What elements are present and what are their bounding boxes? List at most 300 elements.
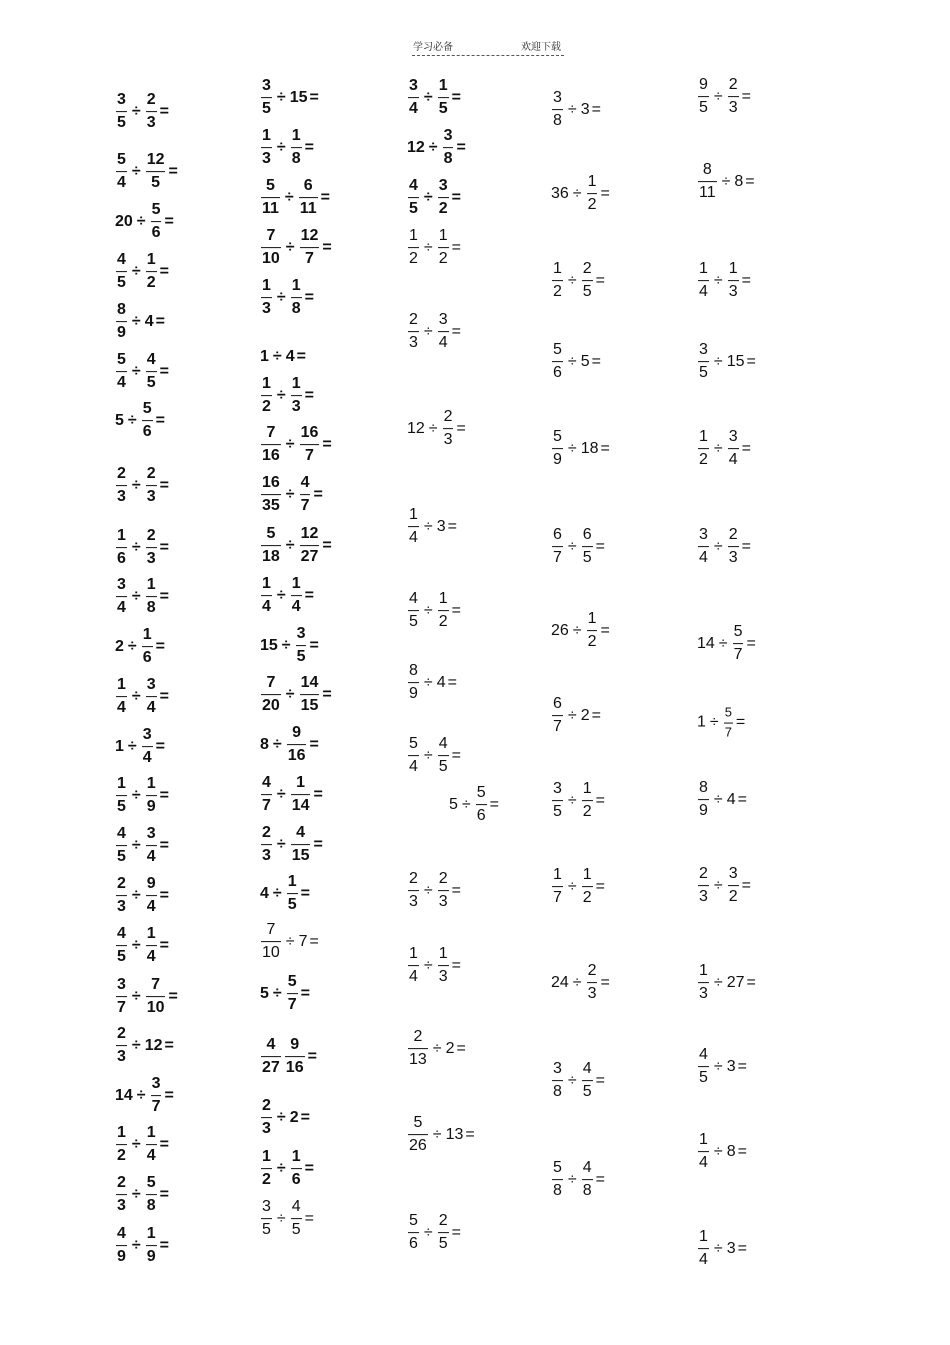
whole-number: 15 bbox=[260, 637, 278, 654]
fraction-numerator: 1 bbox=[699, 428, 708, 446]
fraction-denominator: 5 bbox=[582, 549, 592, 567]
fraction-bar bbox=[552, 281, 563, 282]
division-problem bbox=[259, 575, 314, 617]
division-problem bbox=[696, 76, 751, 118]
fraction bbox=[146, 91, 157, 133]
fraction-numerator: 12 bbox=[300, 227, 319, 245]
fraction-numerator: 1 bbox=[438, 945, 448, 963]
fraction-numerator: 3 bbox=[728, 428, 738, 446]
fraction-bar bbox=[438, 198, 449, 199]
division-problem bbox=[259, 824, 323, 866]
whole-number: 26 bbox=[551, 622, 569, 639]
fraction bbox=[698, 962, 709, 1004]
fraction-bar bbox=[300, 248, 320, 249]
fraction bbox=[291, 277, 302, 319]
fraction-bar bbox=[698, 1067, 709, 1068]
divide-sign: ÷ bbox=[713, 877, 723, 894]
fraction-numerator: 1 bbox=[291, 575, 301, 593]
equals-sign: = bbox=[322, 537, 332, 554]
whole-number: 2 bbox=[445, 1040, 455, 1057]
fraction-numerator: 1 bbox=[262, 1148, 271, 1166]
fraction bbox=[261, 474, 281, 516]
fraction-numerator: 16 bbox=[262, 474, 280, 492]
division-problem bbox=[550, 780, 605, 822]
fraction-bar bbox=[698, 182, 717, 183]
equals-sign: = bbox=[309, 89, 319, 106]
fraction-denominator: 4 bbox=[146, 699, 156, 717]
fraction-bar bbox=[698, 983, 709, 984]
fraction bbox=[299, 177, 318, 219]
fraction-numerator: 3 bbox=[553, 1060, 562, 1078]
fraction bbox=[438, 227, 449, 269]
fraction-numerator: 2 bbox=[117, 875, 126, 893]
fraction bbox=[438, 590, 449, 632]
fraction-bar bbox=[300, 695, 320, 696]
divide-sign: ÷ bbox=[131, 477, 141, 494]
fraction-denominator: 26 bbox=[409, 1137, 427, 1155]
fraction-bar bbox=[291, 845, 311, 846]
fraction bbox=[733, 623, 744, 665]
fraction-denominator: 4 bbox=[728, 451, 738, 469]
fraction-numerator: 1 bbox=[553, 260, 562, 278]
fraction-bar bbox=[146, 896, 157, 897]
equals-sign: = bbox=[155, 313, 165, 330]
equals-sign: = bbox=[168, 163, 178, 180]
divide-sign: ÷ bbox=[461, 796, 471, 813]
fraction-denominator: 10 bbox=[146, 999, 165, 1017]
divide-sign: ÷ bbox=[131, 1136, 141, 1153]
fraction-numerator: 9 bbox=[146, 875, 156, 893]
division-problem bbox=[114, 976, 178, 1018]
whole-number: 14 bbox=[697, 635, 715, 652]
fraction-bar bbox=[408, 332, 419, 333]
divide-sign: ÷ bbox=[713, 272, 723, 289]
fraction-bar bbox=[582, 281, 593, 282]
fraction-denominator: 5 bbox=[117, 114, 126, 132]
fraction-denominator: 4 bbox=[146, 948, 156, 966]
equals-sign: = bbox=[447, 674, 457, 691]
fraction-numerator: 5 bbox=[733, 623, 743, 641]
fraction-denominator: 2 bbox=[582, 889, 592, 907]
division-problem bbox=[114, 1124, 169, 1166]
equals-sign: = bbox=[737, 1240, 747, 1257]
fraction-denominator: 13 bbox=[409, 1051, 427, 1069]
fraction-denominator: 9 bbox=[146, 798, 156, 816]
equals-sign: = bbox=[155, 638, 165, 655]
fraction-numerator: 4 bbox=[146, 351, 156, 369]
divide-sign: ÷ bbox=[423, 89, 433, 106]
fraction-numerator: 1 bbox=[409, 945, 418, 963]
fraction-numerator: 5 bbox=[117, 151, 126, 169]
fraction-bar bbox=[116, 1145, 127, 1146]
divide-sign: ÷ bbox=[567, 1171, 577, 1188]
fraction-numerator: 1 bbox=[117, 1124, 126, 1142]
fraction-bar bbox=[408, 683, 419, 684]
fraction-denominator: 11 bbox=[299, 200, 317, 218]
fraction-numerator: 5 bbox=[476, 784, 486, 802]
fraction-bar bbox=[438, 891, 449, 892]
fraction-bar bbox=[116, 322, 127, 323]
fraction-bar bbox=[116, 112, 127, 113]
divide-sign: ÷ bbox=[131, 539, 141, 556]
fraction bbox=[408, 177, 419, 219]
fraction bbox=[116, 875, 127, 917]
fraction-bar bbox=[476, 805, 487, 806]
fraction-denominator: 4 bbox=[409, 529, 418, 547]
fraction-bar bbox=[552, 716, 563, 717]
fraction bbox=[287, 724, 307, 766]
fraction bbox=[116, 151, 127, 193]
fraction-bar bbox=[116, 896, 127, 897]
fraction-denominator: 5 bbox=[699, 99, 708, 117]
fraction-denominator: 9 bbox=[117, 324, 126, 342]
whole-number: 36 bbox=[551, 185, 569, 202]
fraction-bar bbox=[408, 966, 419, 967]
fraction-numerator: 4 bbox=[438, 735, 448, 753]
fraction-denominator: 15 bbox=[291, 847, 310, 865]
fraction bbox=[261, 375, 272, 417]
fraction-bar bbox=[438, 98, 449, 99]
fraction-bar bbox=[408, 891, 419, 892]
equals-sign: = bbox=[155, 412, 165, 429]
fraction-denominator: 8 bbox=[582, 1182, 592, 1200]
fraction bbox=[724, 706, 733, 741]
fraction bbox=[698, 1131, 709, 1173]
fraction bbox=[698, 779, 709, 821]
division-problem bbox=[550, 173, 610, 215]
fraction-denominator: 3 bbox=[587, 985, 597, 1003]
fraction-numerator: 1 bbox=[699, 962, 708, 980]
fraction-bar bbox=[438, 966, 449, 967]
fraction-denominator: 2 bbox=[117, 1147, 126, 1165]
divide-sign: ÷ bbox=[131, 1186, 141, 1203]
equals-sign: = bbox=[456, 1040, 466, 1057]
division-problem bbox=[259, 375, 314, 417]
divide-sign: ÷ bbox=[423, 602, 433, 619]
equals-sign: = bbox=[595, 792, 605, 809]
division-problem bbox=[259, 873, 310, 915]
fraction-denominator: 5 bbox=[262, 100, 271, 118]
fraction bbox=[552, 428, 563, 470]
fraction bbox=[146, 775, 157, 817]
equals-sign: = bbox=[159, 1237, 169, 1254]
divide-sign: ÷ bbox=[713, 791, 723, 808]
fraction bbox=[552, 866, 563, 908]
equals-sign: = bbox=[159, 787, 169, 804]
fraction bbox=[146, 976, 166, 1018]
fraction-bar bbox=[261, 795, 272, 796]
fraction-bar bbox=[146, 1246, 157, 1247]
divide-sign: ÷ bbox=[285, 436, 295, 453]
fraction-bar bbox=[291, 1169, 302, 1170]
fraction bbox=[287, 973, 298, 1015]
fraction-numerator: 2 bbox=[117, 465, 126, 483]
fraction-numerator: 7 bbox=[266, 674, 276, 692]
fraction-denominator: 6 bbox=[151, 224, 161, 242]
division-problem bbox=[550, 695, 601, 737]
fraction-bar bbox=[552, 1180, 563, 1181]
fraction-numerator: 1 bbox=[699, 1131, 708, 1149]
whole-number: 12 bbox=[144, 1037, 163, 1054]
fraction-bar bbox=[151, 1096, 162, 1097]
fraction bbox=[151, 1075, 162, 1117]
fraction bbox=[291, 575, 302, 617]
whole-number: 1 bbox=[697, 714, 706, 731]
fraction-denominator: 2 bbox=[409, 250, 418, 268]
fraction-bar bbox=[146, 697, 157, 698]
fraction-numerator: 1 bbox=[438, 227, 448, 245]
fraction-denominator: 3 bbox=[443, 431, 453, 449]
fraction-bar bbox=[438, 756, 449, 757]
division-problem bbox=[259, 724, 319, 766]
fraction-bar bbox=[438, 248, 449, 249]
equals-sign: = bbox=[159, 103, 169, 120]
fraction bbox=[582, 260, 593, 302]
fraction-bar bbox=[261, 248, 281, 249]
fraction bbox=[443, 127, 454, 169]
division-problem bbox=[114, 400, 165, 442]
fraction-bar bbox=[285, 1057, 305, 1058]
fraction bbox=[291, 1148, 302, 1190]
fraction-denominator: 5 bbox=[553, 803, 562, 821]
fraction-denominator: 3 bbox=[409, 893, 418, 911]
divide-sign: ÷ bbox=[572, 185, 582, 202]
fraction-denominator: 3 bbox=[262, 150, 271, 168]
fraction-numerator: 3 bbox=[296, 625, 306, 643]
fraction-numerator: 3 bbox=[146, 825, 156, 843]
fraction-denominator: 8 bbox=[553, 1182, 562, 1200]
whole-number: 5 bbox=[115, 412, 124, 429]
divide-sign: ÷ bbox=[272, 736, 282, 753]
fraction-numerator: 1 bbox=[728, 260, 738, 278]
fraction-denominator: 4 bbox=[117, 699, 126, 717]
fraction-bar bbox=[438, 332, 449, 333]
fraction bbox=[698, 865, 709, 907]
fraction-bar bbox=[291, 1219, 302, 1220]
fraction-numerator: 1 bbox=[438, 77, 448, 95]
fraction-numerator: 1 bbox=[262, 277, 271, 295]
fraction-denominator: 4 bbox=[117, 599, 126, 617]
equals-sign: = bbox=[159, 1186, 169, 1203]
equals-sign: = bbox=[304, 139, 314, 156]
fraction-bar bbox=[291, 795, 311, 796]
fraction bbox=[116, 527, 127, 569]
fraction bbox=[261, 1198, 272, 1240]
divide-sign: ÷ bbox=[713, 353, 723, 370]
equals-sign: = bbox=[309, 736, 319, 753]
fraction-bar bbox=[287, 745, 307, 746]
whole-number: 4 bbox=[144, 313, 154, 330]
divide-sign: ÷ bbox=[131, 787, 141, 804]
fraction-numerator: 2 bbox=[262, 1097, 271, 1115]
divide-sign: ÷ bbox=[567, 1072, 577, 1089]
fraction-denominator: 5 bbox=[699, 1069, 708, 1087]
division-problem bbox=[696, 1131, 747, 1173]
fraction-denominator: 3 bbox=[117, 488, 126, 506]
fraction-denominator: 5 bbox=[291, 1221, 301, 1239]
division-problem bbox=[114, 1174, 169, 1216]
fraction-numerator: 3 bbox=[262, 1198, 271, 1216]
divide-sign: ÷ bbox=[285, 933, 295, 950]
fraction-bar bbox=[698, 281, 709, 282]
divide-sign: ÷ bbox=[567, 440, 577, 457]
fraction-bar bbox=[151, 222, 162, 223]
fraction-numerator: 1 bbox=[142, 626, 152, 644]
fraction bbox=[300, 227, 320, 269]
equals-sign: = bbox=[309, 933, 319, 950]
fraction bbox=[261, 525, 281, 567]
fraction-bar bbox=[142, 647, 153, 648]
fraction-bar bbox=[698, 362, 709, 363]
divide-sign: ÷ bbox=[713, 1058, 723, 1075]
fraction bbox=[552, 695, 563, 737]
whole-number: 8 bbox=[726, 1143, 736, 1160]
fraction-bar bbox=[587, 631, 598, 632]
equals-sign: = bbox=[741, 877, 751, 894]
fraction-bar bbox=[116, 997, 127, 998]
fraction bbox=[146, 875, 157, 917]
divide-sign: ÷ bbox=[276, 836, 286, 853]
fraction-numerator: 2 bbox=[146, 527, 156, 545]
fraction-denominator: 2 bbox=[438, 250, 448, 268]
equals-sign: = bbox=[737, 1143, 747, 1160]
fraction-numerator: 3 bbox=[409, 77, 418, 95]
fraction-numerator: 4 bbox=[582, 1159, 592, 1177]
equals-sign: = bbox=[741, 272, 751, 289]
fraction-denominator: 8 bbox=[291, 150, 301, 168]
fraction bbox=[261, 1148, 272, 1190]
fraction-bar bbox=[261, 942, 281, 943]
fraction-numerator: 3 bbox=[117, 91, 126, 109]
fraction bbox=[261, 575, 272, 617]
fraction-bar bbox=[146, 1195, 157, 1196]
fraction-numerator: 3 bbox=[117, 976, 126, 994]
equals-sign: = bbox=[451, 747, 461, 764]
fraction bbox=[261, 674, 281, 716]
fraction-numerator: 5 bbox=[151, 201, 161, 219]
fraction-numerator: 6 bbox=[582, 526, 592, 544]
fraction bbox=[285, 1036, 305, 1078]
divide-sign: ÷ bbox=[276, 1160, 286, 1177]
fraction bbox=[261, 774, 272, 816]
fraction bbox=[408, 1028, 428, 1070]
fraction-numerator: 6 bbox=[553, 695, 562, 713]
fraction-numerator: 5 bbox=[117, 351, 126, 369]
fraction-denominator: 5 bbox=[582, 1083, 592, 1101]
fraction-bar bbox=[291, 148, 302, 149]
equals-sign: = bbox=[313, 486, 323, 503]
division-problem bbox=[406, 408, 466, 450]
equals-sign: = bbox=[304, 1160, 314, 1177]
fraction-bar bbox=[698, 97, 709, 98]
divide-sign: ÷ bbox=[718, 635, 728, 652]
fraction bbox=[438, 870, 449, 912]
header-left-text: 学习必备 bbox=[413, 42, 453, 53]
divide-sign: ÷ bbox=[709, 714, 719, 731]
division-problem bbox=[259, 973, 310, 1015]
fraction-bar bbox=[146, 997, 166, 998]
fraction-numerator: 2 bbox=[413, 1028, 423, 1046]
fraction bbox=[291, 1198, 302, 1240]
fraction-denominator: 3 bbox=[262, 1120, 271, 1138]
fraction-numerator: 1 bbox=[582, 780, 592, 798]
whole-number: 20 bbox=[115, 213, 133, 230]
division-problem bbox=[114, 726, 165, 768]
equals-sign: = bbox=[159, 477, 169, 494]
equals-sign: = bbox=[320, 189, 330, 206]
fraction-numerator: 2 bbox=[146, 465, 156, 483]
fraction bbox=[146, 1225, 157, 1267]
fraction-numerator: 7 bbox=[266, 424, 276, 442]
whole-number: 13 bbox=[445, 1126, 464, 1143]
fraction bbox=[582, 780, 593, 822]
equals-sign: = bbox=[745, 173, 755, 190]
division-problem bbox=[550, 89, 601, 131]
fraction bbox=[291, 824, 311, 866]
divide-sign: ÷ bbox=[131, 988, 141, 1005]
fraction-numerator: 5 bbox=[266, 525, 276, 543]
equals-sign: = bbox=[451, 239, 461, 256]
fraction-denominator: 2 bbox=[699, 451, 708, 469]
fraction-bar bbox=[438, 1233, 449, 1234]
fraction bbox=[587, 173, 598, 215]
fraction-denominator: 9 bbox=[409, 685, 418, 703]
fraction-bar bbox=[552, 362, 563, 363]
divide-sign: ÷ bbox=[713, 974, 723, 991]
division-problem bbox=[406, 1212, 461, 1254]
fraction-denominator: 2 bbox=[553, 283, 562, 301]
divide-sign: ÷ bbox=[567, 792, 577, 809]
whole-number: 3 bbox=[726, 1240, 736, 1257]
divide-sign: ÷ bbox=[572, 974, 582, 991]
fraction bbox=[146, 465, 157, 507]
divide-sign: ÷ bbox=[276, 139, 286, 156]
fraction bbox=[408, 945, 419, 987]
fraction-bar bbox=[261, 148, 272, 149]
division-problem bbox=[696, 962, 756, 1004]
fraction-bar bbox=[552, 801, 563, 802]
fraction-numerator: 3 bbox=[151, 1075, 161, 1093]
fraction-denominator: 7 bbox=[724, 724, 732, 740]
division-problem bbox=[259, 921, 319, 963]
fraction-denominator: 4 bbox=[699, 1251, 708, 1269]
division-problem bbox=[259, 1198, 314, 1240]
fraction-numerator: 4 bbox=[266, 1036, 276, 1054]
fraction-bar bbox=[299, 198, 318, 199]
fraction-numerator: 4 bbox=[117, 925, 126, 943]
fraction-denominator: 9 bbox=[699, 802, 708, 820]
fraction bbox=[261, 277, 272, 319]
fraction-denominator: 3 bbox=[262, 300, 271, 318]
fraction-numerator: 1 bbox=[291, 277, 301, 295]
equals-sign: = bbox=[296, 348, 306, 365]
division-problem bbox=[406, 945, 461, 987]
fraction bbox=[146, 1124, 157, 1166]
whole-number: 8 bbox=[734, 173, 744, 190]
equals-sign: = bbox=[159, 363, 169, 380]
divide-sign: ÷ bbox=[127, 638, 137, 655]
equals-sign: = bbox=[600, 622, 610, 639]
divide-sign: ÷ bbox=[131, 163, 141, 180]
division-problem bbox=[114, 201, 174, 243]
divide-sign: ÷ bbox=[721, 173, 731, 190]
fraction-denominator: 3 bbox=[438, 968, 448, 986]
fraction-numerator: 5 bbox=[409, 1212, 418, 1230]
fraction-numerator: 1 bbox=[409, 506, 418, 524]
fraction bbox=[261, 127, 272, 169]
fraction-bar bbox=[296, 646, 307, 647]
fraction-bar bbox=[146, 372, 157, 373]
